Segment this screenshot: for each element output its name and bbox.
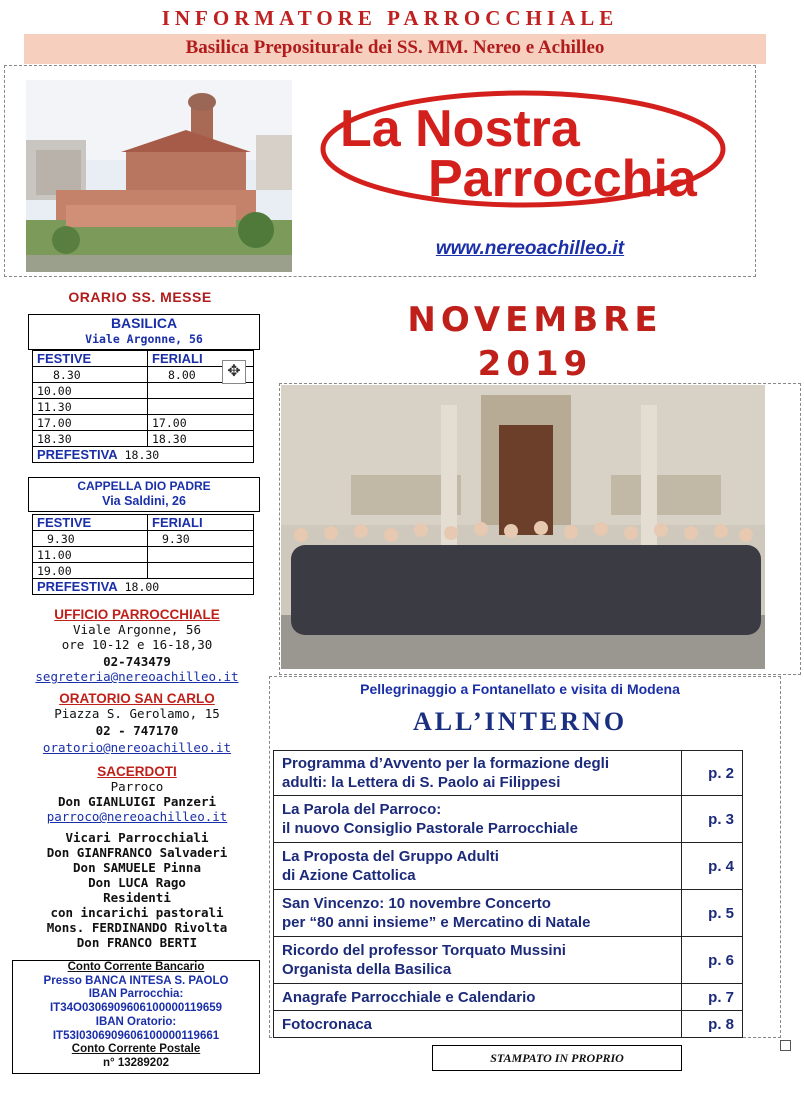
parroco-email-link[interactable]: parroco@nereoachilleo.it [46, 809, 228, 824]
ufficio-email-link[interactable]: segreteria@nereoachilleo.it [35, 669, 239, 684]
contents-page: p. 8 [682, 1011, 743, 1038]
mass-time [148, 563, 254, 579]
mass-time: 17.00 [33, 415, 148, 431]
bank-details-box [12, 960, 260, 1074]
mass-schedule-title: ORARIO SS. MESSE [68, 289, 212, 305]
contents-row[interactable] [274, 1011, 743, 1038]
ufficio-title: UFFICIO PARROCCHIALE [54, 607, 220, 622]
col-festive: FESTIVE [33, 351, 148, 367]
mass-time: 9.30 [148, 531, 254, 547]
contents-row[interactable] [274, 890, 743, 937]
contents-item-line1: Ricordo del professor Torquato Mussini [282, 942, 566, 959]
contents-item-line1: San Vincenzo: 10 novembre Concerto [282, 895, 551, 912]
mass-time: 18.30 [148, 431, 254, 447]
move-handle-icon[interactable]: ✥ [222, 360, 246, 384]
basilica-mass-table [32, 350, 254, 463]
mass-time: 19.00 [33, 563, 148, 579]
contents-item-line2: per “80 anni insieme” e Mercatino di Natale [282, 914, 591, 931]
contents-page: p. 6 [682, 937, 743, 984]
iban-parrocchia: IT34O0306909606100000119659 [49, 1002, 223, 1015]
contents-page: p. 3 [682, 796, 743, 843]
ufficio-section [12, 607, 262, 684]
index-title: ALL’INTERNO [412, 707, 628, 736]
ufficio-phone: 02-743479 [103, 654, 171, 669]
issue-month: NOVEMBRE [407, 300, 663, 340]
vicario-name: Don LUCA Rago [88, 875, 186, 890]
contents-item-line1: Fotocronaca [282, 1015, 373, 1033]
parroco-label: Parroco [110, 779, 164, 794]
contents-row[interactable] [274, 796, 743, 843]
contents-item-line1: Programma d’Avvento per la formazione degli [282, 755, 610, 772]
prefestiva-time: 18.30 [124, 447, 160, 462]
residenti-sub: con incarichi pastorali [50, 905, 224, 920]
mass-time [148, 383, 254, 399]
iban-oratorio: IT53I0306909606100000119661 [52, 1029, 220, 1042]
issue-date [270, 298, 800, 386]
mass-time: 8.00 [148, 367, 254, 383]
oratorio-phone: 02 - 747170 [95, 723, 179, 738]
logo-line1: La Nostra [340, 100, 580, 158]
contents-table [273, 750, 743, 1038]
ufficio-address: Viale Argonne, 56 [73, 622, 201, 637]
contents-page: p. 4 [682, 843, 743, 890]
col-feriali: FERIALI [148, 515, 254, 531]
vicari-label: Vicari Parrocchiali [65, 830, 209, 845]
mass-time [148, 547, 254, 563]
contents-item-line2: di Azione Cattolica [282, 867, 416, 884]
cappella-location-box [28, 477, 260, 512]
postale-number: n° 13289202 [103, 1056, 169, 1069]
col-festive: FESTIVE [33, 515, 148, 531]
contents-item-line2: il nuovo Consiglio Pastorale Parrocchiale [282, 820, 578, 837]
contents-row[interactable] [274, 751, 743, 796]
contents-page: p. 7 [682, 984, 743, 1011]
basilica-address: Viale Argonne, 56 [85, 332, 203, 346]
prefestiva-label: PREFESTIVA [37, 446, 118, 462]
cappella-mass-table [32, 514, 254, 595]
contents-page: p. 5 [682, 890, 743, 937]
col-feriali: FERIALI [148, 351, 254, 367]
oratorio-email-link[interactable]: oratorio@nereoachilleo.it [42, 740, 232, 755]
vicario-name: Don GIANFRANCO Salvaderi [46, 845, 228, 860]
masthead-title: INFORMATORE PARROCCHIALE [161, 6, 619, 30]
mass-time [148, 399, 254, 415]
mass-time: 17.00 [148, 415, 254, 431]
photo-caption: Pellegrinaggio a Fontanellato e visita di Modena [360, 681, 680, 697]
contents-item-line2: adulti: la Lettera di S. Paolo ai Filippesi [282, 774, 561, 791]
vicario-name: Don SAMUELE Pinna [73, 860, 201, 875]
mass-time: 9.30 [33, 531, 148, 547]
cappella-address: Via Saldini, 26 [102, 494, 186, 508]
basilica-name: BASILICA [110, 315, 178, 331]
mass-time: 11.00 [33, 547, 148, 563]
basilica-photo [26, 80, 292, 272]
sacerdoti-title: SACERDOTI [97, 764, 177, 779]
parroco-name: Don GIANLUIGI Panzeri [57, 794, 217, 809]
prefestiva-label: PREFESTIVA [37, 578, 118, 594]
iban-oratorio-label: IBAN Oratorio: [95, 1015, 177, 1028]
contents-row[interactable] [274, 984, 743, 1011]
mass-time: 11.30 [33, 399, 148, 415]
iban-parrocchia-label: IBAN Parrocchia: [88, 988, 184, 1001]
issue-year: 2019 [477, 344, 593, 384]
mass-time: 18.30 [33, 431, 148, 447]
pilgrimage-group-photo [281, 385, 765, 669]
masthead-subtitle: Basilica Prepositurale dei SS. MM. Nereo e Achilleo [185, 37, 605, 58]
contents-row[interactable] [274, 843, 743, 890]
contents-row[interactable] [274, 937, 743, 984]
contents-item-line2: Organista della Basilica [282, 961, 452, 978]
oratorio-section [12, 691, 262, 755]
contents-item-line1: La Parola del Parroco: [282, 801, 442, 818]
bank-name: Presso BANCA INTESA S. PAOLO [43, 974, 229, 987]
residenti-label: Residenti [103, 890, 171, 905]
basilica-location-box [28, 314, 260, 350]
oratorio-address: Piazza S. Gerolamo, 15 [54, 706, 220, 721]
website-link[interactable]: www.nereoachilleo.it [435, 238, 625, 259]
contents-page: p. 2 [682, 751, 743, 796]
resize-handle[interactable] [780, 1040, 791, 1051]
residente-name: Mons. FERDINANDO Rivolta [46, 920, 228, 935]
contents-item-line1: La Proposta del Gruppo Adulti [282, 848, 499, 865]
contents-item-line1: Anagrafe Parrocchiale e Calendario [282, 988, 536, 1006]
la-nostra-parrocchia-logo [318, 88, 728, 210]
logo-line2: Parrocchia [428, 150, 697, 208]
printed-in-house-note: STAMPATO IN PROPRIO [432, 1045, 682, 1071]
mass-time: 10.00 [33, 383, 148, 399]
prefestiva-time: 18.00 [124, 579, 160, 594]
residente-name: Don FRANCO BERTI [76, 935, 198, 950]
ufficio-hours: ore 10-12 e 16-18,30 [61, 637, 213, 652]
mass-time: 8.30 [33, 367, 148, 383]
bank-title: Conto Corrente Bancario [67, 961, 205, 973]
oratorio-title: ORATORIO SAN CARLO [59, 691, 215, 706]
postale-title: Conto Corrente Postale [71, 1043, 201, 1056]
sacerdoti-section [12, 764, 262, 950]
cappella-name: CAPPELLA DIO PADRE [77, 479, 211, 493]
